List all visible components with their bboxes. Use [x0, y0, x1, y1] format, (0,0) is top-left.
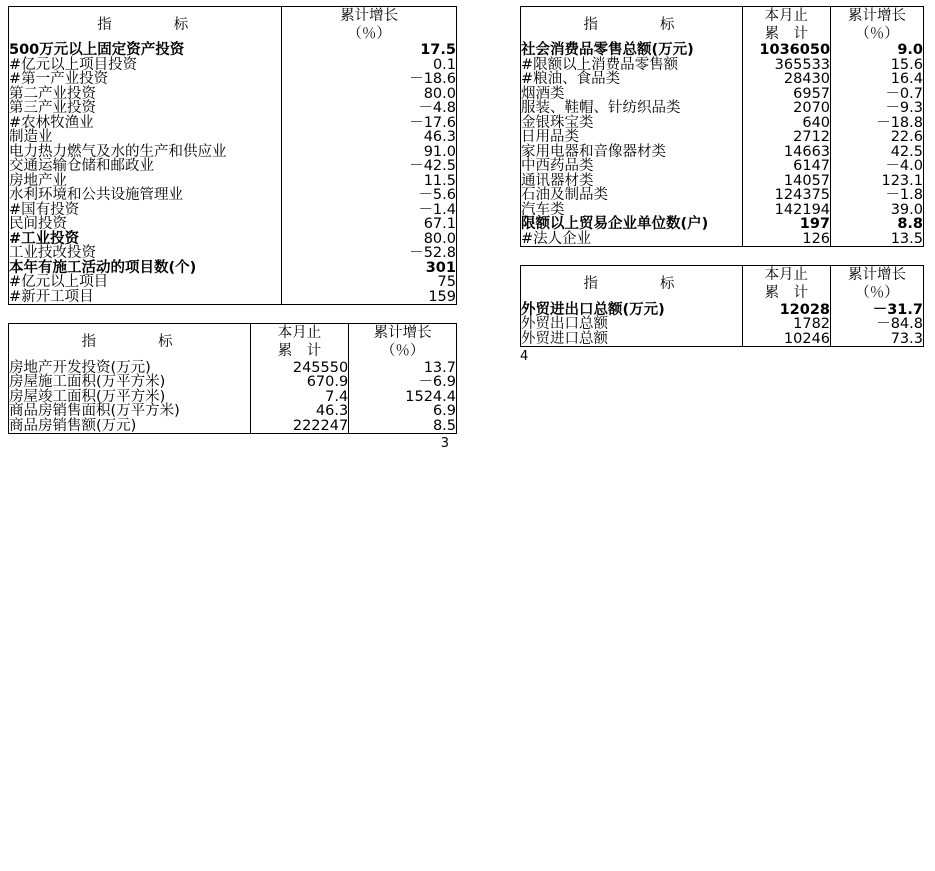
header-cumulative-line1: 本月止 [764, 8, 809, 24]
table-row [521, 130, 923, 145]
row-label: #国有投资 [9, 203, 282, 218]
row-label: 社会消费品零售总额(万元) [521, 43, 742, 58]
table-row [521, 317, 923, 332]
row-cumulative-value: 126 [742, 232, 830, 247]
row-label: 房地产业 [9, 174, 282, 189]
spacer [520, 247, 924, 265]
header-cumulative [250, 324, 348, 360]
row-label: 房地产开发投资(万元) [9, 361, 250, 376]
header-growth-line2: （％） [855, 285, 899, 302]
row-label: 金银珠宝类 [521, 116, 742, 131]
row-cumulative-value: 28430 [742, 72, 830, 87]
table-row [521, 159, 923, 174]
header-growth [349, 324, 456, 360]
investment-rows [9, 43, 456, 304]
row-growth-value: 15.6 [890, 56, 923, 73]
table-row [521, 332, 923, 347]
row-label: 制造业 [9, 130, 282, 145]
header-growth-line2: （％） [347, 26, 391, 43]
table-row [9, 101, 456, 116]
row-label: 500万元以上固定资产投资 [9, 43, 282, 58]
row-growth-value: －4.8 [418, 100, 456, 117]
row-growth-value: 16.4 [890, 71, 923, 88]
row-growth-value: 42.5 [890, 143, 923, 160]
row-cumulative-value: 2712 [742, 130, 830, 145]
header-growth [831, 266, 923, 302]
table-row [9, 217, 456, 232]
table-row [9, 43, 456, 58]
row-cumulative-value: 7.4 [250, 390, 348, 405]
row-label: 第二产业投资 [9, 87, 282, 102]
header-cumulative-line1: 本月止 [277, 325, 322, 342]
table-row [521, 232, 923, 247]
header-cumulative-line1: 本月止 [764, 267, 809, 284]
table-row [521, 188, 923, 203]
header-indicator: 指 标 [521, 266, 742, 302]
row-growth-value: 8.5 [432, 417, 456, 434]
row-growth-value: －42.5 [409, 158, 456, 175]
row-label: #亿元以上项目投资 [9, 58, 282, 73]
row-cumulative-value: 2070 [742, 101, 830, 116]
header-growth [831, 7, 923, 43]
table-row [9, 188, 456, 203]
row-label: 房屋竣工面积(万平方米) [9, 390, 250, 405]
row-growth-value: 11.5 [423, 172, 456, 189]
header-cumulative [742, 7, 830, 43]
row-growth-value: －1.8 [885, 187, 923, 204]
table-row [521, 303, 923, 318]
row-growth-value: 159 [428, 288, 456, 305]
row-label: 水利环境和公共设施管理业 [9, 188, 282, 203]
table-row [521, 43, 923, 58]
row-label: 民间投资 [9, 217, 282, 232]
table-row [9, 130, 456, 145]
row-growth-value: 0.1 [432, 56, 456, 73]
row-cumulative-value: 6957 [742, 87, 830, 102]
row-cumulative-value: 365533 [742, 58, 830, 73]
row-label: 本年有施工活动的项目数(个) [9, 261, 282, 276]
row-label: #第一产业投资 [9, 72, 282, 87]
row-growth-value: 123.1 [881, 172, 923, 189]
table-row [9, 390, 456, 405]
retail-table [520, 6, 924, 247]
row-growth-value: －5.6 [418, 187, 456, 204]
row-label: 外贸进出口总额(万元) [521, 303, 742, 318]
spacer [8, 305, 457, 323]
table-header-row [9, 7, 456, 43]
table-row [9, 375, 456, 390]
header-growth-line2: （％） [855, 26, 899, 43]
row-growth-value: 9.0 [897, 42, 923, 59]
row-growth-value: －18.8 [876, 114, 923, 131]
table-row [521, 217, 923, 232]
row-label: #新开工项目 [9, 290, 282, 305]
row-cumulative-value: 124375 [742, 188, 830, 203]
row-label: 工业技改投资 [9, 246, 282, 261]
table-header-row [9, 324, 456, 360]
row-label: 汽车类 [521, 203, 742, 218]
left-column [0, 0, 467, 871]
header-growth-line1: 累计增长 [340, 8, 399, 24]
row-growth-value: －31.7 [872, 301, 923, 318]
row-label: 交通运输仓储和邮政业 [9, 159, 282, 174]
table-row [9, 116, 456, 131]
row-cumulative-value: 14057 [742, 174, 830, 189]
row-cumulative-value: 46.3 [250, 404, 348, 419]
table-row [521, 101, 923, 116]
row-label: #农林牧渔业 [9, 116, 282, 131]
row-growth-value: 75 [437, 274, 456, 291]
header-cumulative-line2: 累 计 [764, 285, 809, 302]
table-row [9, 361, 456, 376]
row-growth-value: －84.8 [876, 316, 923, 332]
row-label: 第三产业投资 [9, 101, 282, 116]
row-label: 限额以上贸易企业单位数(户) [521, 217, 742, 232]
row-growth-value: 80.0 [423, 230, 456, 247]
trade-table [520, 265, 924, 347]
realestate-table [8, 323, 457, 434]
table-header-row [521, 266, 923, 302]
row-growth-value: －17.6 [409, 114, 456, 131]
row-growth-value: 13.7 [423, 359, 456, 376]
row-growth-value: －6.9 [418, 374, 456, 390]
right-column [467, 0, 934, 871]
page-number-right: 4 [520, 349, 529, 364]
row-label: 家用电器和音像器材类 [521, 145, 742, 160]
row-growth-value: －52.8 [409, 245, 456, 262]
header-cumulative-line2: 累 计 [277, 343, 322, 360]
row-growth-value: 6.9 [432, 403, 456, 419]
row-growth-value: －4.0 [885, 158, 923, 175]
row-cumulative-value: 142194 [742, 203, 830, 218]
table-row [521, 72, 923, 87]
row-label: 电力热力燃气及水的生产和供应业 [9, 145, 282, 160]
table-row [9, 290, 456, 305]
row-cumulative-value: 12028 [742, 303, 830, 318]
row-growth-value: 1524.4 [405, 388, 456, 405]
row-growth-value: 67.1 [423, 216, 456, 233]
table-row [9, 159, 456, 174]
row-label: 中西药品类 [521, 159, 742, 174]
row-cumulative-value: 197 [742, 217, 830, 232]
row-label: #限额以上消费品零售额 [521, 58, 742, 73]
table-row [9, 275, 456, 290]
row-growth-value: 22.6 [890, 129, 923, 146]
row-growth-value: 17.5 [420, 42, 456, 59]
row-growth-value: 8.8 [897, 216, 923, 233]
row-cumulative-value: 640 [742, 116, 830, 131]
header-growth-line1: 累计增长 [848, 8, 907, 24]
row-growth-value: －9.3 [885, 100, 923, 117]
header-growth-line2: （％） [380, 343, 425, 360]
header-growth-line1: 累计增长 [848, 267, 907, 284]
table-header-row [521, 7, 923, 43]
row-growth-value: 73.3 [890, 330, 923, 347]
row-label: #工业投资 [9, 232, 282, 247]
row-cumulative-value: 10246 [742, 332, 830, 347]
row-label: 通讯器材类 [521, 174, 742, 189]
row-cumulative-value: 6147 [742, 159, 830, 174]
trade-rows [521, 303, 923, 347]
header-indicator: 指 标 [521, 7, 742, 43]
row-label: 商品房销售面积(万平方米) [9, 404, 250, 419]
header-cumulative-line2: 累 计 [764, 26, 809, 43]
header-growth-line1: 累计增长 [373, 325, 432, 342]
row-cumulative-value: 245550 [250, 361, 348, 376]
realestate-rows [9, 361, 456, 434]
row-label: 石油及制品类 [521, 188, 742, 203]
row-growth-value: －0.7 [885, 85, 923, 102]
row-growth-value: 80.0 [423, 85, 456, 102]
retail-rows [521, 43, 923, 246]
row-label: #粮油、食品类 [521, 72, 742, 87]
row-cumulative-value: 14663 [742, 145, 830, 160]
investment-table [8, 6, 457, 305]
header-cumulative [742, 266, 830, 302]
header-growth [282, 7, 456, 43]
table-row [9, 404, 456, 419]
row-growth-value: 91.0 [423, 143, 456, 160]
row-label: 房屋施工面积(万平方米) [9, 375, 250, 390]
row-label: 商品房销售额(万元) [9, 419, 250, 434]
row-label: #法人企业 [521, 232, 742, 247]
table-row [9, 246, 456, 261]
row-label: 服装、鞋帽、针纺织品类 [521, 101, 742, 116]
header-indicator: 指 标 [9, 324, 250, 360]
table-row [9, 203, 456, 218]
row-growth-value: 301 [425, 259, 456, 276]
row-cumulative-value: 670.9 [250, 375, 348, 390]
row-cumulative-value: 1782 [742, 317, 830, 332]
row-label: 日用品类 [521, 130, 742, 145]
page-number-left: 3 [440, 436, 449, 451]
table-row [9, 419, 456, 434]
row-growth-value: －18.6 [409, 71, 456, 88]
row-label: 外贸进口总额 [521, 332, 742, 347]
row-growth-value: －1.4 [418, 201, 456, 218]
row-label: 烟酒类 [521, 87, 742, 102]
row-label: 外贸出口总额 [521, 317, 742, 332]
row-cumulative-value: 1036050 [742, 43, 830, 58]
row-cumulative-value: 222247 [250, 419, 348, 434]
row-growth-value: 46.3 [423, 129, 456, 146]
row-growth-value: 13.5 [890, 230, 923, 247]
table-row [9, 72, 456, 87]
header-indicator: 指 标 [9, 7, 282, 43]
row-label: #亿元以上项目 [9, 275, 282, 290]
row-growth-value: 39.0 [890, 201, 923, 218]
table-row [521, 116, 923, 131]
